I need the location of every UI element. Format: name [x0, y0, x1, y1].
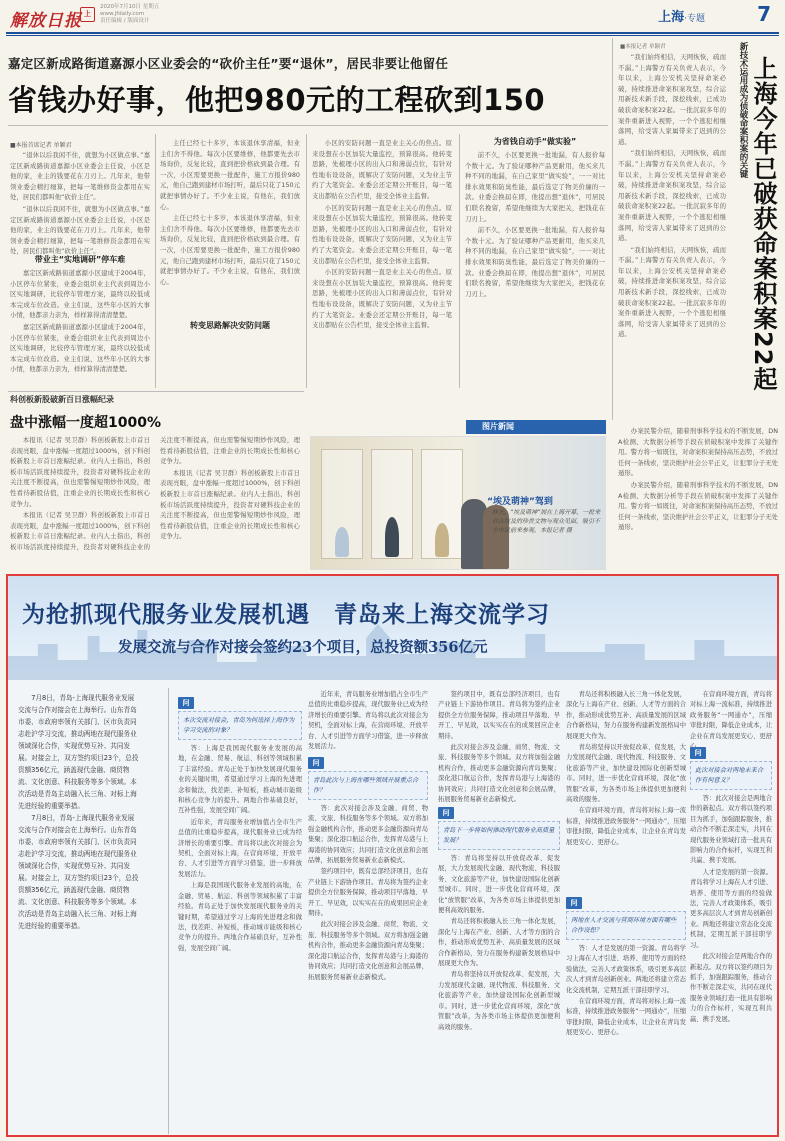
feature-banner	[8, 576, 777, 680]
question-5: 此次对接会对两地未来合作有何意义？	[690, 761, 772, 790]
column-rule	[306, 134, 307, 388]
question-badge: 问	[566, 897, 582, 909]
question-badge: 问	[438, 807, 454, 819]
lead-kicker: 嘉定区新成路街道嘉源小区业委会的“砍价主任”要“退休”，居民非要让他留任	[8, 56, 449, 71]
answer-2: 答：此次对接会涉及金融、商贸、物流、文旅、科技服务等多个领域。双方将加强金融机构合作，推动更多金融资源向青岛集聚；深化港口航运合作，发挥青岛港与上海港的协同效应；共同打造文化创意和会展品牌，拓展服务贸易新业态新模式。 签约项目中，既有总部经济项目，也有产业链上下游协作项目。青岛将为签约企业提供全方位服务保障，推动项目早落地、早开工、早见效，以实实在在的成果回应企业期待。 此次对接会涉及金融、商贸、物流、文旅、科技服务等多个领域。双方将加强金融机构合作，推动更多金融资源向青岛集聚；深化港口航运合作，发挥青岛港与上海港的协同效应；共同打造文化创意和会展品牌，拓展服务贸易新业态新模式。	[308, 805, 429, 981]
question-3: 青岛下一步将如何推动现代服务业高质量发展？	[438, 821, 560, 850]
masthead	[0, 0, 785, 34]
photo-caption-title: “埃及萌神”驾到	[487, 497, 553, 507]
answer-3-cont: 青岛还将积极融入长三角一体化发展，深化与上海在产业、创新、人才等方面的合作，推动形成优势互补、高质量发展的区域合作新格局，努力在服务构建新发展格局中展现更大作为。 青岛将坚持以开放促改革、促发展，大力发展现代金融、现代物流、科技服务、文化旅游等产业，加快建设国际化创新型城市。同时，进一步优化营商环境，深化“放管服”改革，为各类市场主体提供更加便利高效的服务。 在营商环境方面，青岛将对标上海一流标准，持续推进政务服务“一网通办”，压缩审批时限，降低企业成本，让企业在青岛发展更安心、更舒心。	[566, 691, 686, 846]
question-badge: 问	[690, 747, 706, 759]
column-rule	[155, 134, 156, 388]
qa-column-3	[438, 690, 560, 1136]
answer-5: 答：此次对接会是两地合作的新起点。双方将以签约项目为抓手，加强跟踪服务，推动合作不断走深走实，共同在现代服务业领域打造一批具有影响力的合作标杆，实现互利共赢、携手发展。 人才是发展的第一资源。青岛将学习上海在人才引进、培养、使用等方面的经验做法，完善人才政策体系，吸引更多高层次人才到青岛创新创业。两地还将建立常态化交流机制，定期互派干部挂职学习。 此次对接会是两地合作的新起点。双方将以签约项目为抓手，加强跟踪服务，推动合作不断走深走实，共同在现代服务业领域打造一批具有影响力的合作标杆，实现互利共赢、携手发展。	[690, 795, 773, 1023]
qa-column-5	[690, 690, 772, 1136]
right-column-body: “我们始终相信，天网恢恢，疏而不漏。”上海警方有关负责人表示，今年以来，上海公安机关坚持命案必破，持续推进命案积案攻坚，综合运用新技术新手段，深挖线索，已成功破获命案积案22起。一批沉寂多年的案件重新进入视野，一个个逃犯相继落网，给受害人家属带来了迟到的公道。 “我们始终相信，天网恢恢，疏而不漏。”上海警方有关负责人表示，今年以来，上海公安机关坚持命案必破，持续推进命案积案攻坚，综合运用新技术新手段，深挖线索，已成功破获命案积案22起。一批沉寂多年的案件重新进入视野，一个个逃犯相继落网，给受害人家属带来了迟到的公道。 “我们始终相信，天网恢恢，疏而不漏。”上海警方有关负责人表示，今年以来，上海公安机关坚持命案必破，持续推进命案积案攻坚，综合运用新技术新手段，深挖线索，已成功破获命案积案22起。一批沉寂多年的案件重新进入视野，一个个逃犯相继落网，给受害人家属带来了迟到的公道。	[618, 53, 726, 339]
right-vertical-subhead: 新技术运用成为侦破命案积案的关键	[738, 42, 748, 178]
lead-column-1: “退休以后我闲不住，就想为小区做点事。”嘉定区新成路街道嘉源小区业委会主任说，小区是他的家，业主的钱要花在刀刃上。几年来，他带领业委会精打细算，把每一笔维修资金都用在实处，居民们都叫他“砍价主任”。 “退休以后我闲不住，就想为小区做点事。”嘉定区新成路街道嘉源小区业委会主任说，小区是他的家，业主的钱要花在刀刃上。几年来，他带领业委会精打细算，把每一笔维修资金都用在实处，居民们都叫他“砍价主任”。	[10, 151, 150, 256]
qa-column-2	[308, 690, 428, 1136]
answer-4: 答：人才是发展的第一资源。青岛将学习上海在人才引进、培养、使用等方面的经验做法，完善人才政策体系，吸引更多高层次人才到青岛创新创业。两地还将建立常态化交流机制，定期互派干部挂职学习。 在营商环境方面，青岛将对标上海一流标准，持续推进政务服务“一网通办”，压缩审批时限，降低企业成本，让企业在青岛发展更安心、更舒心。	[566, 945, 687, 1037]
featured-article[interactable]	[6, 574, 779, 1137]
right-column-body-2: 办案民警介绍，随着刑事科学技术的不断发展，DNA检测、大数据分析等手段在侦破积案中发挥了关键作用。警方将一如既往，对命案积案保持高压态势，不放过任何一条线索，坚决维护社会公平正义，让犯罪分子无处遁形。 办案民警介绍，随着刑事科学技术的不断发展，DNA检测、大数据分析等手段在侦破积案中发挥了关键作用。警方将一如既往，对命案积案保持高压态势，不放过任何一条线索，坚决维护社会公平正义，让犯罪分子无处遁形。	[618, 427, 778, 532]
lead-column-3: 小区的安防问题一直是业主关心的焦点。原来设想在小区加装大量监控，预算很高。他转变思路，先梳理小区的出入口和薄弱点位，有针对性地布设设备，既解决了安防问题，又为业主节约了大笔资金。业委会还定期公开账目，每一笔支出都贴在公告栏里，接受全体业主监督。 小区的安防问题一直是业主关心的焦点。原来设想在小区加装大量监控，预算很高。他转变思路，先梳理小区的出入口和薄弱点位，有针对性地布设设备，既解决了安防问题，又为业主节约了大笔资金。业委会还定期公开账目，每一笔支出都贴在公告栏里，接受全体业主监督。 小区的安防问题一直是业主关心的焦点。原来设想在小区加装大量监控，预算很高。他转变思路，先梳理小区的出入口和薄弱点位，有针对性地布设设备，既解决了安防问题，又为业主节约了大笔资金。业委会还定期公开账目，每一笔支出都贴在公告栏里，接受全体业主监督。	[312, 139, 452, 330]
answer-1-cont: 近年来，青岛服务业增加值占全市生产总值的比重稳步提高，现代服务业已成为经济增长的重要引擎。青岛将以此次对接会为契机，全面对标上海，在营商环境、开放平台、人才引进等方面学习借鉴，进一步释放发展活力。	[308, 691, 428, 751]
section-name: 上海·专题	[658, 10, 705, 25]
artifact	[435, 523, 449, 557]
second-kicker: 科创板新股破新百日涨幅纪录	[10, 395, 114, 404]
question-badge: 问	[308, 757, 324, 769]
website[interactable]: www.jfdaily.com	[100, 11, 145, 17]
feature-lead: 7月8日，青岛-上海现代服务业发展交流与合作对接会在上海举行。山东青岛市委、市政府率领有关部门、区市负责同志赴沪学习交流，推动两地在现代服务业领域深化合作，实现优势互补、共同发展。对接会上，双方签约项目23个，总投资额356亿元，涵盖现代金融、商贸物流、文化创意、科技服务等多个领域。本次活动是青岛主动融入长三角、对标上海先进经验的重要举措。 7月8日，青岛-上海现代服务业发展交流与合作对接会在上海举行。山东青岛市委、市政府率领有关部门、区市负责同志赴沪学习交流，推动两地在现代服务业领域深化合作，实现优势互补、共同发展。对接会上，双方签约项目23个，总投资额356亿元，涵盖现代金融、商贸物流、文化创意、科技服务等多个领域。本次活动是青岛主动融入长三角、对标上海先进经验的重要举措。	[18, 694, 139, 930]
divider	[8, 391, 304, 392]
answer-3: 答：青岛将坚持以开放促改革、促发展，大力发展现代金融、现代物流、科技服务、文化旅游等产业，加快建设国际化创新型城市。同时，进一步优化营商环境，深化“放管服”改革，为各类市场主体提供更加便利高效的服务。 青岛还将积极融入长三角一体化发展，深化与上海在产业、创新、人才等方面的合作，推动形成优势互补、高质量发展的区域合作新格局，努力在服务构建新发展格局中展现更大作为。 青岛将坚持以开放促改革、促发展，大力发展现代金融、现代物流、科技服务、文化旅游等产业，加快建设国际化创新型城市。同时，进一步优化营商环境，深化“放管服”改革，为各类市场主体提供更加便利高效的服务。	[438, 855, 561, 1031]
lead-subhead-4: 为省钱自动手“做实验”	[493, 137, 577, 146]
artifact	[385, 517, 399, 557]
photo-news-tag: 图片新闻	[466, 420, 606, 434]
newspaper-logo: 解放日报	[10, 11, 82, 31]
lead-column-1b: 嘉定区新成路街道嘉源小区建成于2004年，小区停车位紧张，业委会组织业主代表到周边小区实地调研，比较停车管理方案，最终以较低成本完成车位改造。业主们说，这些年小区的大事小情，他都亲力亲为，样样算得清清楚楚。 嘉定区新成路街道嘉源小区建成于2004年，小区停车位紧张，业委会组织业主代表到周边小区实地调研，比较停车管理方案，最终以较低成本完成车位改造。业主们说，这些年小区的大事小情，他都亲力亲为，样样算得清清楚楚。	[10, 269, 150, 374]
page-number: 7	[757, 2, 771, 26]
answer-1: 答：上海是我国现代服务业发展的高地，在金融、贸易、航运、科创等领域积累了丰富经验。青岛正处于加快发展现代服务业的关键时期，希望通过学习上海的先进理念和做法，找差距、补短板，推动城市能级和核心竞争力的提升。两地合作基础良好，互补性强，发展空间广阔。 近年来，青岛服务业增加值占全市生产总值的比重稳步提高，现代服务业已成为经济增长的重要引擎。青岛将以此次对接会为契机，全面对标上海，在营商环境、开放平台、人才引进等方面学习借鉴，进一步释放发展活力。 上海是我国现代服务业发展的高地，在金融、贸易、航运、科创等领域积累了丰富经验。青岛正处于加快发展现代服务业的关键时期，希望通过学习上海的先进理念和做法，找差距、补短板，推动城市能级和核心竞争力的提升。两地合作基础良好，互补性强，发展空间广阔。	[178, 745, 303, 952]
masthead-rule-thin	[6, 35, 779, 36]
lead-subhead-1: 带业主“实地调研”停车难	[34, 255, 126, 264]
qa-column-1	[178, 690, 302, 1136]
question-4: 两地在人才交流与营商环境方面有哪些合作设想？	[566, 911, 686, 940]
second-body: 本报讯（记者 吴卫群）科创板新股上市首日表现亮眼，盘中涨幅一度超过1000%，创下科创板新股上市首日涨幅纪录。业内人士指出，科创板市场活跃度持续提升，投资者对硬科技企业的关注度不断提高，但也需警惕短期炒作风险，理性看待新股估值，注重企业的长期成长性和核心竞争力。 本报讯（记者 吴卫群）科创板新股上市首日表现亮眼，盘中涨幅一度超过1000%，创下科创板新股上市首日涨幅纪录。业内人士指出，科创板市场活跃度持续提升，投资者对硬科技企业的关注度不断提高，但也需警惕短期炒作风险，理性看待新股估值，注重企业的长期成长性和核心竞争力。 本报讯（记者 吴卫群）科创板新股上市首日表现亮眼，盘中涨幅一度超过1000%，创下科创板新股上市首日涨幅纪录。业内人士指出，科创板市场活跃度持续提升，投资者对硬科技企业的关注度不断提高，但也需警惕短期炒作风险，理性看待新股估值，注重企业的长期成长性和核心竞争力。	[10, 436, 300, 551]
question-badge: 问	[178, 697, 194, 709]
feature-headline[interactable]: 为抢抓现代服务业发展机遇 青岛来上海交流学习	[22, 602, 550, 628]
lead-column-2: 主任已经七十多岁，本该退休享清福，但业主们舍不得他。每次小区要维修，他都要先去市场询价，反复比较，直到把价格砍到最合理。有一次，小区需要更换一批配件，施工方报价980元，他自己跑到建材市场打听，最后只花了150元就把事情办好了。不少业主说，有他在，我们放心。 主任已经七十多岁，本该退休享清福，但业主们舍不得他。每次小区要维修，他都要先去市场询价，反复比较，直到把价格砍到最合理。有一次，小区需要更换一批配件，施工方报价980元，他自己跑到建材市场打听，最后只花了150元就把事情办好了。不少业主说，有他在，我们放心。	[160, 139, 301, 286]
editor-line: 责任编辑 / 版面设计	[100, 18, 150, 24]
right-vertical-headline[interactable]: 上海今年已破获命案积案22起	[749, 56, 777, 392]
issue-date: 2020年7月10日 星期五	[100, 4, 160, 10]
photo-caption: 昨天，“埃及萌神”展在上海开幕，一批来自古埃及的珍贵文物与观众见面，吸引不少市民前来参观。本报记者 摄	[492, 509, 601, 534]
lead-headline[interactable]: 省钱办好事，他把980元的工程砍到150	[8, 83, 546, 117]
feature-subheadline: 发展交流与合作对接会签约23个项目，总投资额356亿元	[118, 639, 488, 656]
right-byline: ■本报记者 单颖君	[620, 44, 666, 50]
qa-column-4	[566, 690, 686, 1136]
seal-icon: 上	[80, 7, 95, 22]
column-rule	[168, 688, 169, 1134]
question-1: 本次交流对接会，青岛为何选择上海作为学习交流的对象？	[178, 711, 302, 740]
masthead-rule	[6, 32, 779, 34]
masthead-meta	[100, 4, 159, 25]
column-rule	[612, 38, 613, 420]
divider	[8, 125, 608, 126]
second-headline[interactable]: 盘中涨幅一度超1000%	[10, 415, 161, 431]
lead-subhead-2: 转变思路解决安防问题	[160, 320, 300, 331]
column-rule	[459, 134, 460, 388]
answer-2-cont: 签约项目中，既有总部经济项目，也有产业链上下游协作项目。青岛将为签约企业提供全方位服务保障，推动项目早落地、早开工、早见效，以实实在在的成果回应企业期待。 此次对接会涉及金融、商贸、物流、文旅、科技服务等多个领域。双方将加强金融机构合作，推动更多金融资源向青岛集聚；深化港口航运合作，发挥青岛港与上海港的协同效应；共同打造文化创意和会展品牌，拓展服务贸易新业态新模式。	[438, 691, 560, 804]
question-2: 青岛此次与上海在哪些领域开展重点合作？	[308, 771, 428, 800]
lead-column-4: 前不久，小区要更换一批地漏，有人报价每个数十元。为了验证哪种产品更耐用，他买来几种不同的地漏，在自己家里“做实验”，一一对比排水效果和防臭性能，最后选定了物美价廉的一款。业委会换届在即，他提出想“退休”，可居民们联名挽留，希望他继续为大家把关，把钱花在刀刃上。 前不久，小区要更换一批地漏，有人报价每个数十元。为了验证哪种产品更耐用，他买来几种不同的地漏，在自己家里“做实验”，一一对比排水效果和防臭性能，最后选定了物美价廉的一款。业委会换届在即，他提出想“退休”，可居民们联名挽留，希望他继续为大家把关，把钱花在刀刃上。	[465, 151, 605, 298]
answer-4-cont: 在营商环境方面，青岛将对标上海一流标准，持续推进政务服务“一网通办”，压缩审批时限，降低企业成本，让企业在青岛发展更安心、更舒	[690, 691, 772, 740]
lead-byline: ■本报首席记者 单颖君	[10, 142, 72, 149]
artifact	[335, 527, 349, 557]
